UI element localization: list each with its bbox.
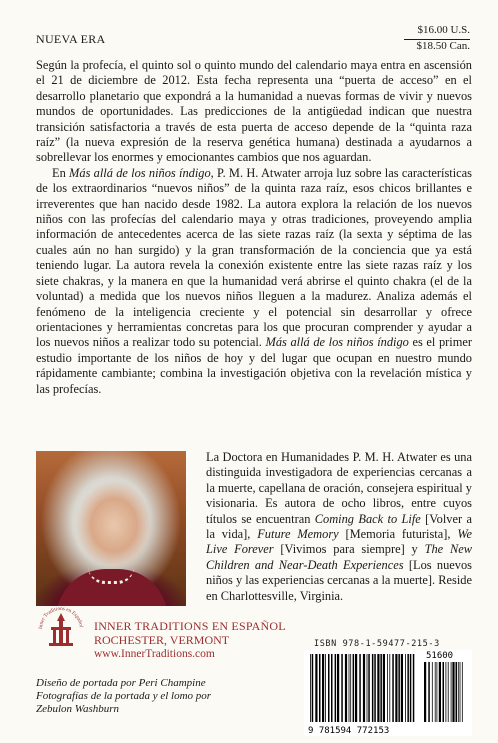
- barcode-bar: [328, 654, 330, 722]
- italic-title: Coming Back to Life: [314, 511, 421, 526]
- credit-line: Fotografías de la portada y el lomo por: [36, 690, 212, 702]
- barcode-bar: [372, 654, 374, 722]
- description-paragraph-1: Según la profecía, el quinto sol o quinto mundo del calendario maya entra en ascensión el 21 de diciembre de 2012. Esta fecha representa una “puerta de acceso” en el desarrollo planetario que expondrá a la humanidad a nuevas formas de vivir y nuevos mundos de oportunidades. Las predicciones de la antigüedad indican que nuestra transición satisfactoria a través de esta puerta de acceso depende de la “quinta raza raíz” (la nueva expresión de la reserva genética humana) destinada a ayudarnos a sobrellevar los enormes y emocionantes cambios que nos aguardan.: [36, 58, 472, 165]
- barcode-bar: [443, 662, 445, 722]
- barcode-bar: [428, 662, 430, 722]
- italic-title: The New Children and Near-Death Experiences: [206, 542, 472, 572]
- credit-line: Diseño de portada por Peri Champine: [36, 677, 206, 689]
- barcode-bar: [374, 654, 376, 722]
- barcode-bar: [363, 654, 365, 722]
- barcode-bar: [322, 654, 324, 722]
- barcode-bar: [392, 654, 394, 722]
- price-box: [404, 24, 470, 53]
- publisher-logo: [36, 597, 86, 655]
- barcode-bar: [452, 662, 454, 722]
- isbn-label: ISBN 978-1-59477-215-3: [314, 639, 440, 649]
- barcode-bar: [337, 654, 339, 722]
- barcode-bar: [413, 654, 415, 722]
- barcode-bar: [446, 662, 447, 722]
- barcode-bar: [407, 654, 409, 722]
- book-description: [36, 58, 472, 397]
- barcode-bar: [437, 662, 438, 722]
- barcode-bar: [398, 654, 400, 722]
- barcode-main-digits: 9 781594 772153: [308, 726, 390, 736]
- barcode-bar: [383, 654, 385, 722]
- barcode-bar: [439, 662, 441, 722]
- barcode-bar: [335, 654, 337, 722]
- italic-title: Más allá de los niños índigo,: [69, 165, 214, 180]
- publisher-city: ROCHESTER, VERMONT: [94, 633, 230, 647]
- author-bio: La Doctora en Humanidades P. M. H. Atwater es una distinguida investigadora de experiencias cercanas a la muerte, capellana de oración, consejera espiritual y visionaria. Es autora de ocho libros, entre cuyos títulos se encuentran Coming Back to Life [Volver a la vida], Future Memory [Memoria futurista], We Live Forever [Vivimos para siempre] y The New Children and Near-Death Experiences [Los nuevos niños y las experiencias cercanas a la muerte]. Reside en Charlottesville, Virginia.: [206, 450, 472, 603]
- barcode-bar: [448, 662, 449, 722]
- barcode-bar: [395, 654, 397, 722]
- barcode-bar: [315, 654, 317, 722]
- barcode-bar: [380, 654, 382, 722]
- barcode-bar: [460, 662, 461, 722]
- barcode-bar: [451, 662, 452, 722]
- barcode-addon-digits: 51600: [426, 651, 454, 661]
- barcode: [304, 650, 472, 736]
- price-us: $16.00 U.S.: [417, 24, 470, 36]
- barcode-bar: [368, 654, 370, 722]
- barcode-addon-bars: [424, 662, 463, 722]
- barcode-bar: [424, 662, 426, 722]
- barcode-bar: [367, 654, 368, 722]
- barcode-bar: [456, 662, 458, 722]
- barcode-bar: [387, 654, 388, 722]
- price-canada: $18.50 Can.: [416, 40, 470, 52]
- photo-credits: [36, 677, 211, 716]
- barcode-bar: [377, 654, 379, 722]
- barcode-bar: [312, 654, 314, 722]
- barcode-bar: [331, 654, 333, 722]
- barcode-bar: [341, 654, 343, 722]
- barcode-bar: [353, 654, 355, 722]
- italic-title: Más allá de los niños índigo: [265, 335, 409, 350]
- barcode-bar: [325, 654, 326, 722]
- barcode-bar: [435, 662, 436, 722]
- italic-title: Future Memory: [257, 527, 339, 542]
- publisher-url[interactable]: www.InnerTraditions.com: [94, 648, 215, 660]
- barcode-bar: [349, 654, 350, 722]
- barcode-bar: [319, 654, 321, 722]
- barcode-bar: [350, 654, 351, 722]
- barcode-bar: [432, 662, 433, 722]
- author-photo: [36, 451, 186, 606]
- barcode-bar: [310, 654, 311, 722]
- barcode-main-bars: [310, 654, 414, 722]
- logo-arc-text: Inner Traditions en Español: [37, 605, 84, 630]
- barcode-bar: [345, 654, 347, 722]
- barcode-bar: [458, 662, 459, 722]
- barcode-bar: [401, 654, 403, 722]
- italic-title: We Live Forever: [206, 527, 472, 557]
- barcode-bar: [389, 654, 390, 722]
- credit-line: Zebulon Washburn: [36, 703, 120, 715]
- category-label: NUEVA ERA: [36, 32, 106, 46]
- barcode-bar: [405, 654, 406, 722]
- description-paragraph-2: En Más allá de los niños índigo, P. M. H. Atwater arroja luz sobre las características de los extraordinarios “nuevos niños” de la quinta raza raíz, esos chicos brillantes e irreverentes que han nacido desde 1982. La autora explora la relación de los nuevos niños con las profecías del calendario maya y otras tradiciones, proveyendo amplia información de antecedentes acerca de las siete razas raíz (la sexta y séptima de las cuales aún no han surgido) y la gran transformación de la conciencia que ya está teniendo lugar. La autora revela la conexión existente entre las siete razas raíz y los siete chakras, y la manera en que la humanidad verá abrirse el quinto chakra (el de la voluntad) a medida que los nuevos niños lleguen a la madurez. Analiza además el fenómeno de la inteligencia creciente y el potencial sin desarrollar y ofrece orientaciones y herramientas concretas para los que procuran comprender y ayudar a los nuevos niños a realizar todo su potencial. Más allá de los niños índigo es el primer estudio importante de los niños de hoy y del lugar que ocupan en nuestro mundo rápidamente cambiante; combina la investigación objetiva con la revelación mística y las profecías.: [36, 165, 473, 396]
- barcode-bar: [359, 654, 361, 722]
- barcode-bar: [410, 654, 412, 722]
- publisher-name: INNER TRADITIONS EN ESPAÑOL: [94, 619, 286, 633]
- barcode-bar: [355, 654, 357, 722]
- barcode-bar: [462, 662, 463, 722]
- publisher-block: [94, 619, 286, 661]
